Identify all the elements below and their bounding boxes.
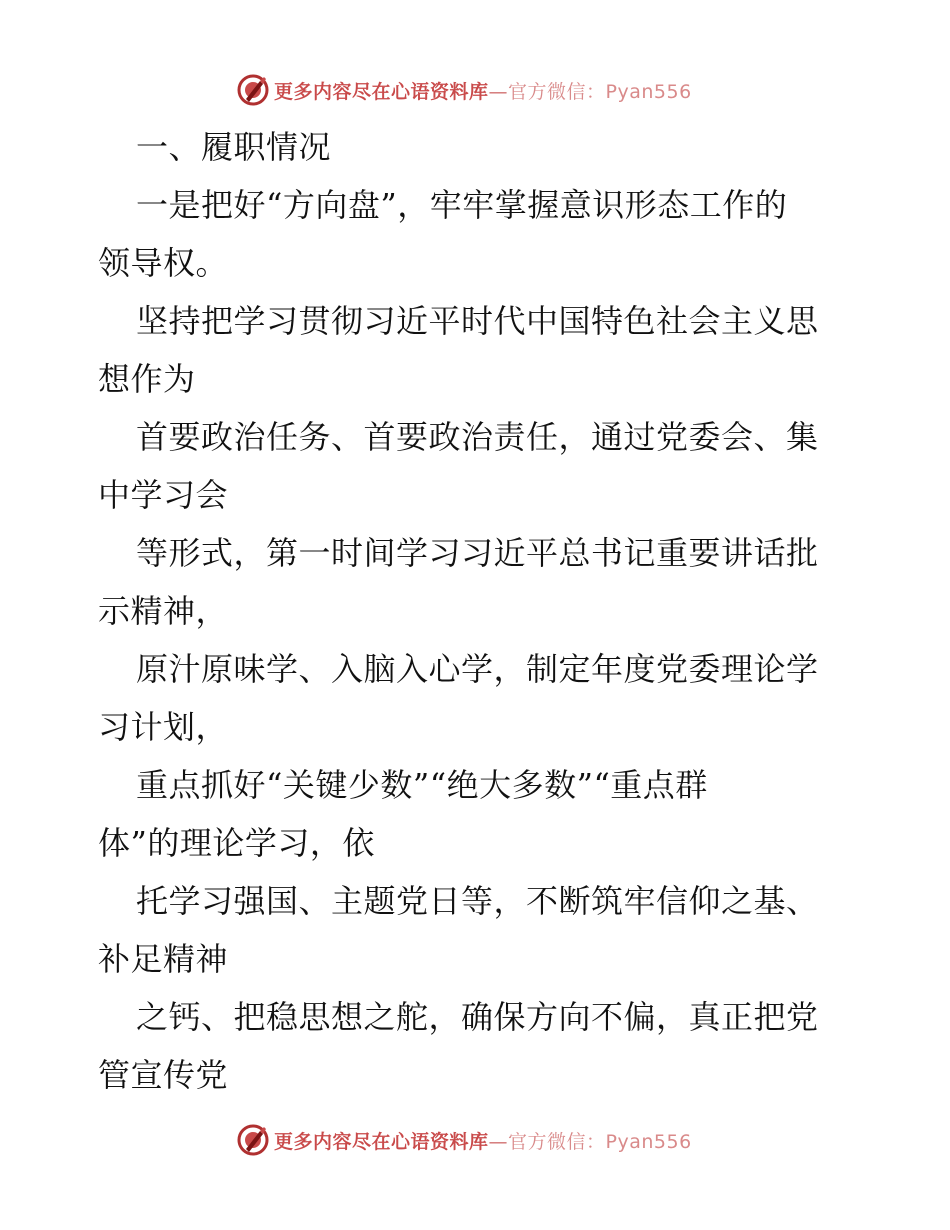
header-brand: 更多内容尽在心语资料库 <box>274 80 489 103</box>
header-banner <box>236 72 692 108</box>
header-wechat-id: Pyan556 <box>605 80 692 103</box>
footer-wechat-label: 官方微信： <box>508 1130 606 1153</box>
paragraph-line: 之钙、把稳思想之舵，确保方向不偏，真正把党 <box>136 998 819 1036</box>
paragraph-line: 补足精神 <box>98 940 229 978</box>
header-wechat-label: 官方微信： <box>508 80 606 103</box>
paragraph-line: 想作为 <box>98 360 196 398</box>
paragraph-line: 体”的理论学习，依 <box>98 824 375 862</box>
footer-banner <box>236 1122 692 1158</box>
pen-nib-circle-logo-icon <box>236 73 270 107</box>
paragraph-line: 示精神， <box>98 592 229 630</box>
section-heading: 一、履职情况 <box>136 128 332 166</box>
paragraph-line: 一是把好“方向盘”，牢牢掌握意识形态工作的 <box>136 186 788 224</box>
paragraph-line: 习计划， <box>98 708 229 746</box>
footer-separator: — <box>488 1130 509 1153</box>
footer-wechat-id: Pyan556 <box>605 1130 692 1153</box>
paragraph-line: 领导权。 <box>98 244 229 282</box>
footer-banner-text <box>274 1127 692 1154</box>
paragraph-line: 重点抓好“关键少数”“绝大多数”“重点群 <box>136 766 708 804</box>
paragraph-line: 中学习会 <box>98 476 229 514</box>
pen-nib-circle-logo-icon <box>236 1123 270 1157</box>
paragraph-line: 首要政治任务、首要政治责任，通过党委会、集 <box>136 418 819 456</box>
header-separator: — <box>488 80 509 103</box>
header-banner-text <box>274 77 692 104</box>
paragraph-line: 等形式，第一时间学习习近平总书记重要讲话批 <box>136 534 819 572</box>
footer-brand: 更多内容尽在心语资料库 <box>274 1130 489 1153</box>
paragraph-line: 托学习强国、主题党日等，不断筑牢信仰之基、 <box>136 882 819 920</box>
paragraph-line: 坚持把学习贯彻习近平时代中国特色社会主义思 <box>136 302 819 340</box>
paragraph-line: 管宣传党 <box>98 1056 229 1094</box>
paragraph-line: 原汁原味学、入脑入心学，制定年度党委理论学 <box>136 650 819 688</box>
